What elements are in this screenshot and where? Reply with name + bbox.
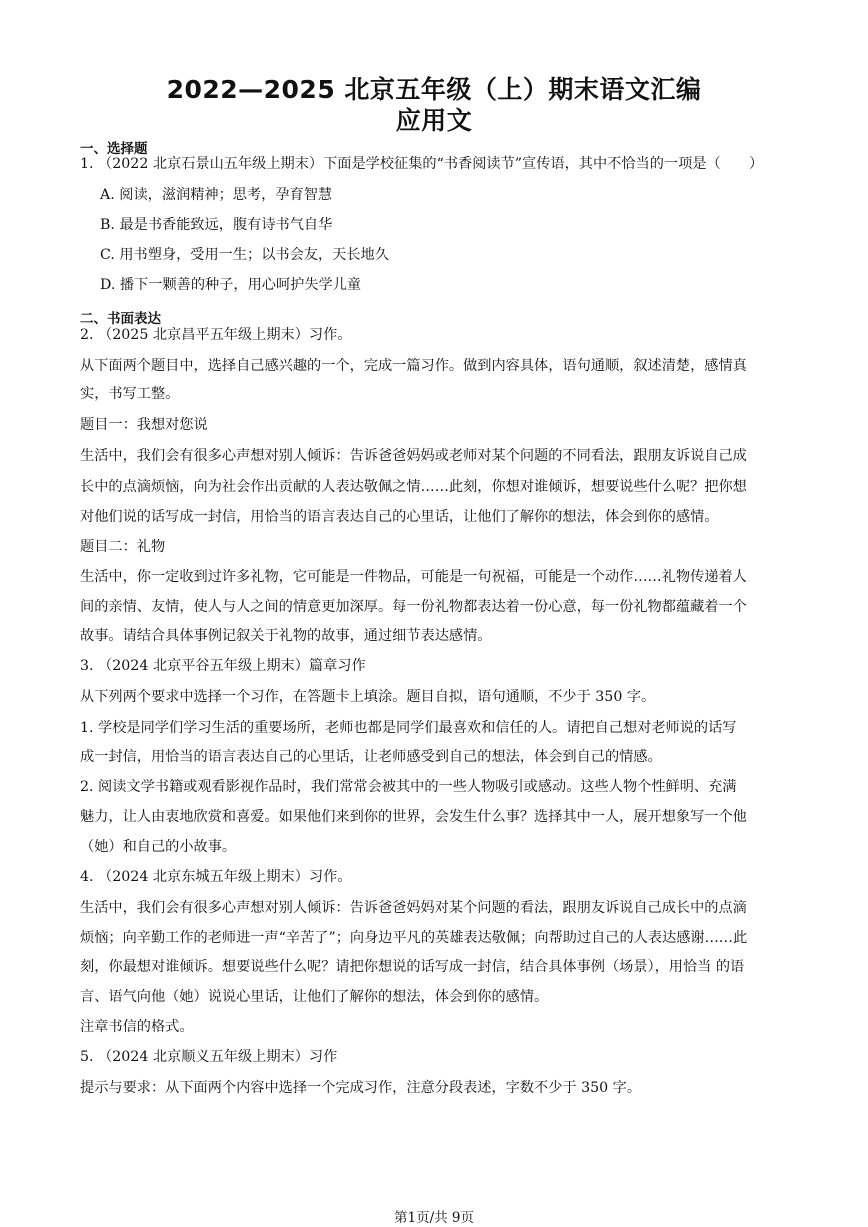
- text-line: 刻，你最想对谁倾诉。想要说些什么呢？请把你想说的话写成一封信，结合具体事例（场景），用恰当 的语: [80, 959, 745, 975]
- text-line: 对他们说的话写成一封信，用恰当的语言表达自己的心里话，让他们了解你的想法，体会到你的感情。: [80, 509, 719, 525]
- text-line: 1. 学校是同学们学习生活的重要场所，老师也都是同学们最喜欢和信任的人。请把自己想对老师说的话写: [80, 720, 737, 736]
- text-line: 成一封信，用恰当的语言表达自己的心里话，让老师感受到自己的想法，体会到自己的情感。: [80, 749, 662, 765]
- option-d: D. 播下一颗善的种子，用心呵护失学儿童: [100, 277, 362, 293]
- page-number: 第1页/共 9页: [393, 1210, 475, 1226]
- text-line: 长中的点滴烦恼，向为社会作出贡献的人表达敬佩之情……此刻，你想对谁倾诉，想要说些什么呢？把你想: [80, 479, 747, 495]
- text-line: 5. （2024 北京顺义五年级上期末）习作: [80, 1049, 338, 1065]
- text-line: 提示与要求：从下面两个内容中选择一个完成习作，注意分段表述，字数不少于 350 字。: [80, 1080, 642, 1096]
- text-line: 从下列两个要求中选择一个习作，在答题卡上填涂。题目自拟，语句通顺，不少于 350 字。: [80, 689, 656, 705]
- text-line: 间的亲情、友情，使人与人之间的情意更加深厚。每一份礼物都表达着一份心意，每一份礼物都蕴藏着一个: [80, 599, 747, 615]
- text-line: 魅力，让人由衷地欣赏和喜爱。如果他们来到你的世界，会发生什么事？选择其中一人，展开想象写一个他: [80, 809, 747, 825]
- option-b: B. 最是书香能致远，腹有诗书气自华: [100, 217, 333, 233]
- text-line: 注章书信的格式。: [80, 1019, 194, 1035]
- text-line: 2. （2025 北京昌平五年级上期末）习作。: [80, 327, 352, 343]
- text-line: （她）和自己的小故事。: [80, 839, 237, 855]
- text-line: 烦恼；向辛勤工作的老师进一声“辛苦了”；向身边平凡的英雄表达敬佩；向帮助过自己的人表达感谢……此: [80, 930, 748, 946]
- text-line: 言、语气向他（她）说说心里话，让他们了解你的想法，体会到你的感情。: [80, 989, 549, 1005]
- section-heading-choice: 一、选择题: [80, 141, 148, 157]
- text-line: 生活中，我们会有很多心声想对别人倾诉：告诉爸爸妈妈或老师对某个问题的不同看法，跟朋友诉说自己成: [80, 448, 747, 464]
- document-subtitle: 应用文: [395, 106, 473, 135]
- text-line: 题目一：我想对您说: [80, 417, 208, 433]
- text-line: 从下面两个题目中，选择自己感兴趣的一个，完成一篇习作。做到内容具体，语句通顺，叙述清楚，感情真: [80, 358, 747, 374]
- question-stem: 1. （2022 北京石景山五年级上期末）下面是学校征集的“书香阅读节”宣传语，其中不恰当的一项是（ ）: [80, 156, 764, 172]
- text-line: 生活中，我们会有很多心声想对别人倾诉：告诉爸爸妈妈对某个问题的看法，跟朋友诉说自己成长中的点滴: [80, 900, 747, 916]
- option-a: A. 阅读，滋润精神；思考，孕育智慧: [100, 187, 333, 203]
- text-line: 实，书写工整。: [80, 386, 180, 402]
- text-line: 故事。请结合具体事例记叙关于礼物的故事，通过细节表达感情。: [80, 628, 492, 644]
- text-line: 4. （2024 北京东城五年级上期末）习作。: [80, 869, 352, 885]
- option-c: C. 用书塑身，受用一生；以书会友，天长地久: [100, 247, 389, 263]
- text-line: 2. 阅读文学书籍或观看影视作品时，我们常常会被其中的一些人物吸引或感动。这些人物个性鲜明、充满: [80, 779, 737, 795]
- document-title: 2022—2025 北京五年级（上）期末语文汇编: [166, 75, 702, 104]
- text-line: 生活中，你一定收到过许多礼物，它可能是一件物品，可能是一句祝福，可能是一个动作……礼物传递着人: [80, 569, 747, 585]
- text-line: 3. （2024 北京平谷五年级上期末）篇章习作: [80, 658, 366, 674]
- text-line: 题目二：礼物: [80, 539, 166, 555]
- section-heading-writing: 二、书面表达: [80, 311, 161, 327]
